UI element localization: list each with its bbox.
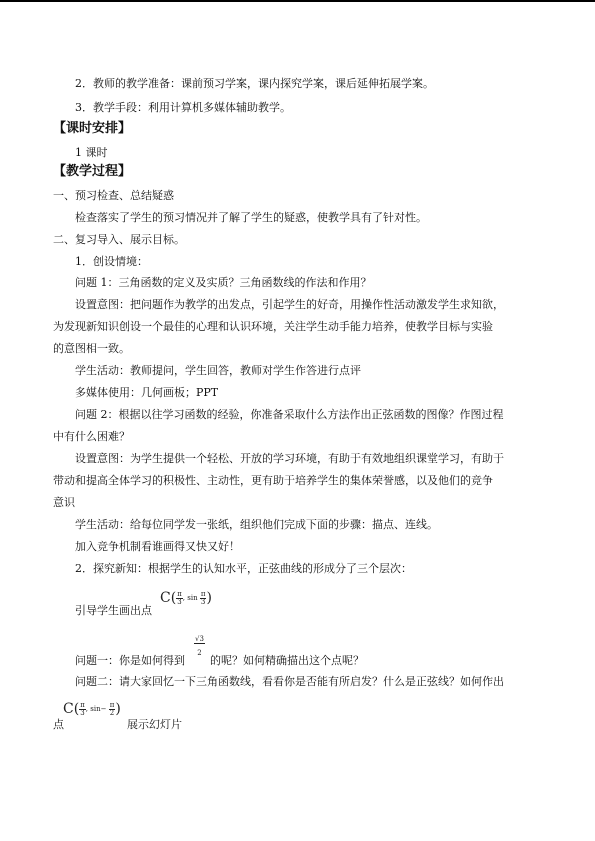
math-point-c1: C( $\frac{\pi}{3}$ , sin $\frac{\pi}{3}$ ) bbox=[160, 589, 212, 606]
text-line: 引导学生画出点 bbox=[75, 604, 152, 617]
text-line: 展示幻灯片 bbox=[127, 718, 182, 731]
text-line: 的呢？如何精确描出这个点呢？ bbox=[210, 654, 364, 667]
text-line: 点 bbox=[53, 718, 64, 731]
text-line: 带动和提高全体学习的积极性、主动性，更有助于培养学生的集体荣誉感，以及他们的竞争 bbox=[53, 474, 493, 487]
text-line: 学生活动：给每位同学发一张纸，组织他们完成下面的步骤：描点、连线。 bbox=[75, 518, 438, 531]
text-line: 问题一：你是如何得到 bbox=[75, 654, 185, 667]
section-heading: 【教学过程】 bbox=[53, 164, 132, 179]
text-line: 3．教学手段：利用计算机多媒体辅助教学。 bbox=[75, 101, 291, 114]
text-line: 二、复习导入、展示目标。 bbox=[53, 233, 185, 246]
math-point-c2: C( $\frac{\pi}{3}$ , sin− $\frac{\pi}{2}$ ) bbox=[63, 700, 121, 717]
text-line: 为发现新知识创设一个最佳的心理和认识环境，关注学生动手能力培养，使教学目标与实验 bbox=[53, 320, 493, 333]
text-line: 问题二：请大家回忆一下三角函数线，看看你是否能有所启发？什么是正弦线？如何作出 bbox=[75, 675, 504, 688]
text-line: 问题 2：根据以往学习函数的经验，你准备采取什么方法作出正弦函数的图像？作图过程 bbox=[75, 408, 504, 421]
text-line: 1．创设情境： bbox=[75, 255, 148, 268]
text-line: 一、预习检查、总结疑惑 bbox=[53, 189, 174, 202]
text-line: 设置意图：把问题作为教学的出发点，引起学生的好奇，用操作性活动激发学生求知欲， bbox=[75, 298, 504, 311]
text-line: 2．教师的教学准备：课前预习学案，课内探究学案，课后延伸拓展学案。 bbox=[75, 77, 434, 90]
text-line: 1 课时 bbox=[75, 146, 108, 159]
math-sqrt3-over-2: $\frac{√3}{2}$ bbox=[195, 635, 204, 657]
page-top-rule bbox=[0, 0, 595, 2]
text-line: 问题 1：三角函数的定义及实质？三角函数线的作法和作用？ bbox=[75, 276, 372, 289]
text-line: 2．探究新知：根据学生的认知水平，正弦曲线的形成分了三个层次： bbox=[75, 562, 412, 575]
text-line: 多媒体使用：几何画板；PPT bbox=[75, 386, 219, 399]
text-line: 设置意图：为学生提供一个轻松、开放的学习环境，有助于有效地组织课堂学习，有助于 bbox=[75, 452, 504, 465]
text-line: 中有什么困难？ bbox=[53, 430, 130, 443]
text-line: 意识 bbox=[53, 496, 75, 509]
section-heading: 【课时安排】 bbox=[53, 121, 132, 136]
text-line: 的意图相一致。 bbox=[53, 342, 130, 355]
text-line: 学生活动：教师提问，学生回答，教师对学生作答进行点评 bbox=[75, 364, 361, 377]
text-line: 检查落实了学生的预习情况并了解了学生的疑惑，使教学具有了针对性。 bbox=[75, 211, 427, 224]
text-line: 加入竞争机制看谁画得又快又好！ bbox=[75, 540, 240, 553]
